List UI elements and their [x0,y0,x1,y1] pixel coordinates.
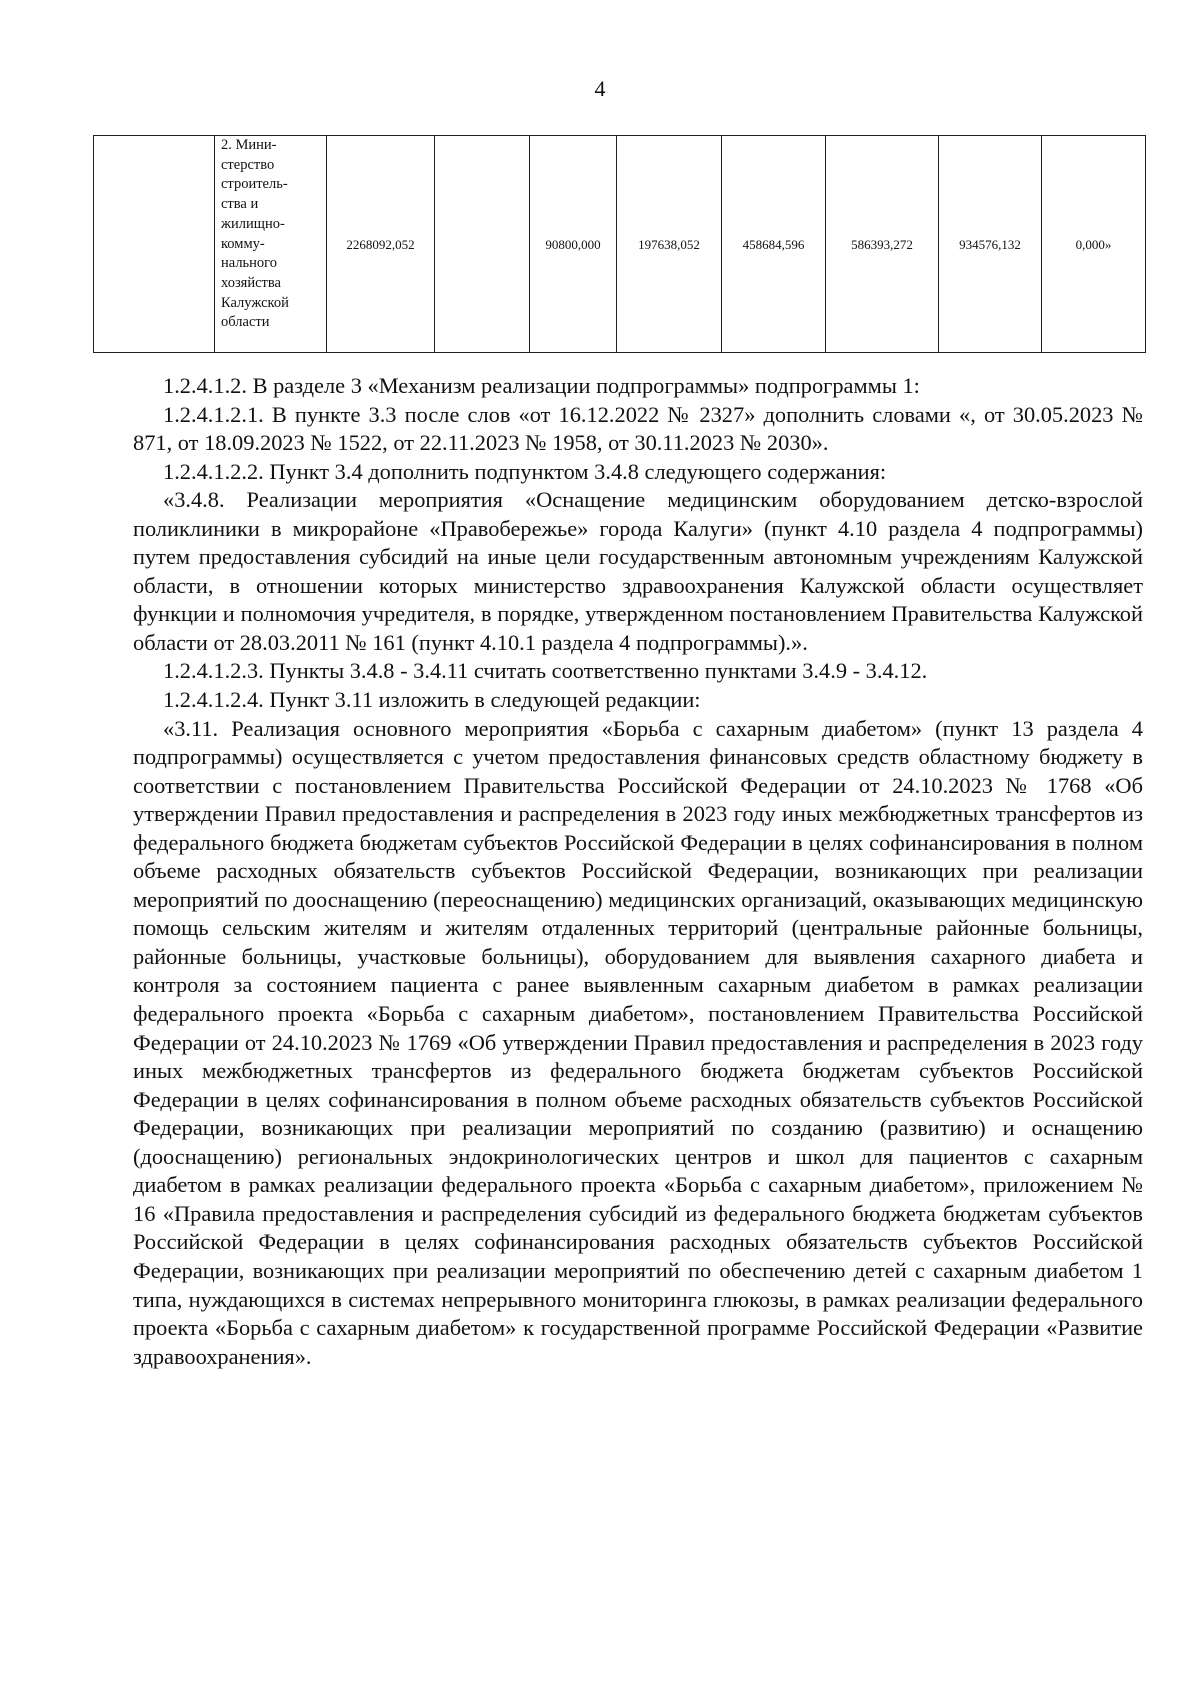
document-body [133,372,1143,1371]
table-cell-total: 2268092,052 [327,136,435,353]
page-number: 4 [594,76,606,101]
table-cell-value: 586393,272 [826,136,939,353]
table-cell-organization: 2. Мини- стерство строитель- ства и жилищно- комму- нального хозяйства Калужской области [215,136,327,353]
table-cell-empty [435,136,530,353]
paragraph: «3.4.8. Реализации мероприятия «Оснащение медицинским оборудованием детско-взрослой поликлиники в микрорайоне «Правобережье» города Калуги» (пункт 4.10 раздела 4 подпрограммы) путем предоставления субсидий на иные цели государственным автономным учреждениям Калужской области, в отношении которых министерство здравоохранения Калужской области осуществляет функции и полномочия учредителя, в порядке, утвержденном постановлением Правительства Калужской области от 28.03.2011 № 161 (пункт 4.10.1 раздела 4 подпрограммы).». [133,487,1143,655]
table-cell-value: 458684,596 [722,136,826,353]
paragraph: 1.2.4.1.2.4. Пункт 3.11 изложить в следующей редакции: [163,687,701,713]
paragraph: 1.2.4.1.2. В разделе 3 «Механизм реализации подпрограммы» подпрограммы 1: [163,373,920,398]
paragraph: 1.2.4.1.2.3. Пункты 3.4.8 - 3.4.11 считать соответственно пунктами 3.4.9 - 3.4.12. [163,658,928,684]
table-cell-empty [94,136,215,353]
table-cell-value: 934576,132 [939,136,1042,353]
table-cell-value: 197638,052 [617,136,722,353]
table-row [94,136,1146,353]
paragraph: 1.2.4.1.2.1. В пункте 3.3 после слов «от 16.12.2022 № 2327» дополнить словами «, от 30.05.2023 № 871, от 18.09.2023 № 1522, от 22.11.2023 № 1958, от 30.11.2023 № 2030». [133,401,1143,456]
table-cell-value: 90800,000 [530,136,617,353]
table-cell-value: 0,000» [1042,136,1146,353]
budget-table [93,135,1146,353]
paragraph: 1.2.4.1.2.2. Пункт 3.4 дополнить подпунктом 3.4.8 следующего содержания: [163,458,887,484]
paragraph: «3.11. Реализация основного мероприятия «Борьба с сахарным диабетом» (пункт 13 раздела 4 подпрограммы) осуществляется с учетом предоставления финансовых средств областному бюджету в соответствии с постановлением Правительства Российской Федерации от 24.10.2023 № 1768 «Об утверждении Правил предоставления и распределения в 2023 году иных межбюджетных трансфертов из федерального бюджета бюджетам субъектов Российской Федерации в целях софинансирования в полном объеме расходных обязательств субъектов Российской Федерации, возникающих при реализации мероприятий по дооснащению (переоснащению) медицинских организаций, оказывающих медицинскую помощь сельским жителям и жителям отдаленных территорий (центральные районные больницы, районные больницы, участковые больницы), оборудованием для выявления сахарного диабета и контроля за состоянием пациента с ранее выявленным сахарным диабетом в рамках реализации федерального проекта «Борьба с сахарным диабетом», постановлением Правительства Российской Федерации от 24.10.2023 № 1769 «Об утверждении Правил предоставления и распределения в 2023 году иных межбюджетных трансфертов из федерального бюджета бюджетам субъектов Российской Федерации в целях софинансирования в полном объеме расходных обязательств субъектов Российской Федерации, возникающих при реализации мероприятий по созданию (развитию) и оснащению (дооснащению) региональных эндокринологических центров и школ для пациентов с сахарным диабетом в рамках реализации федерального проекта «Борьба с сахарным диабетом», приложением № 16 «Правила предоставления и распределения субсидий из федерального бюджета бюджетам субъектов Российской Федерации в целях софинансирования расходных обязательств субъектов Российской Федерации, возникающих при реализации мероприятий по обеспечению детей с сахарным диабетом 1 типа, нуждающихся в системах непрерывного мониторинга глюкозы, в рамках реализации федерального проекта «Борьба с сахарным диабетом» к государственной программе Российской Федерации «Развитие здравоохранения». [133,715,1143,1369]
